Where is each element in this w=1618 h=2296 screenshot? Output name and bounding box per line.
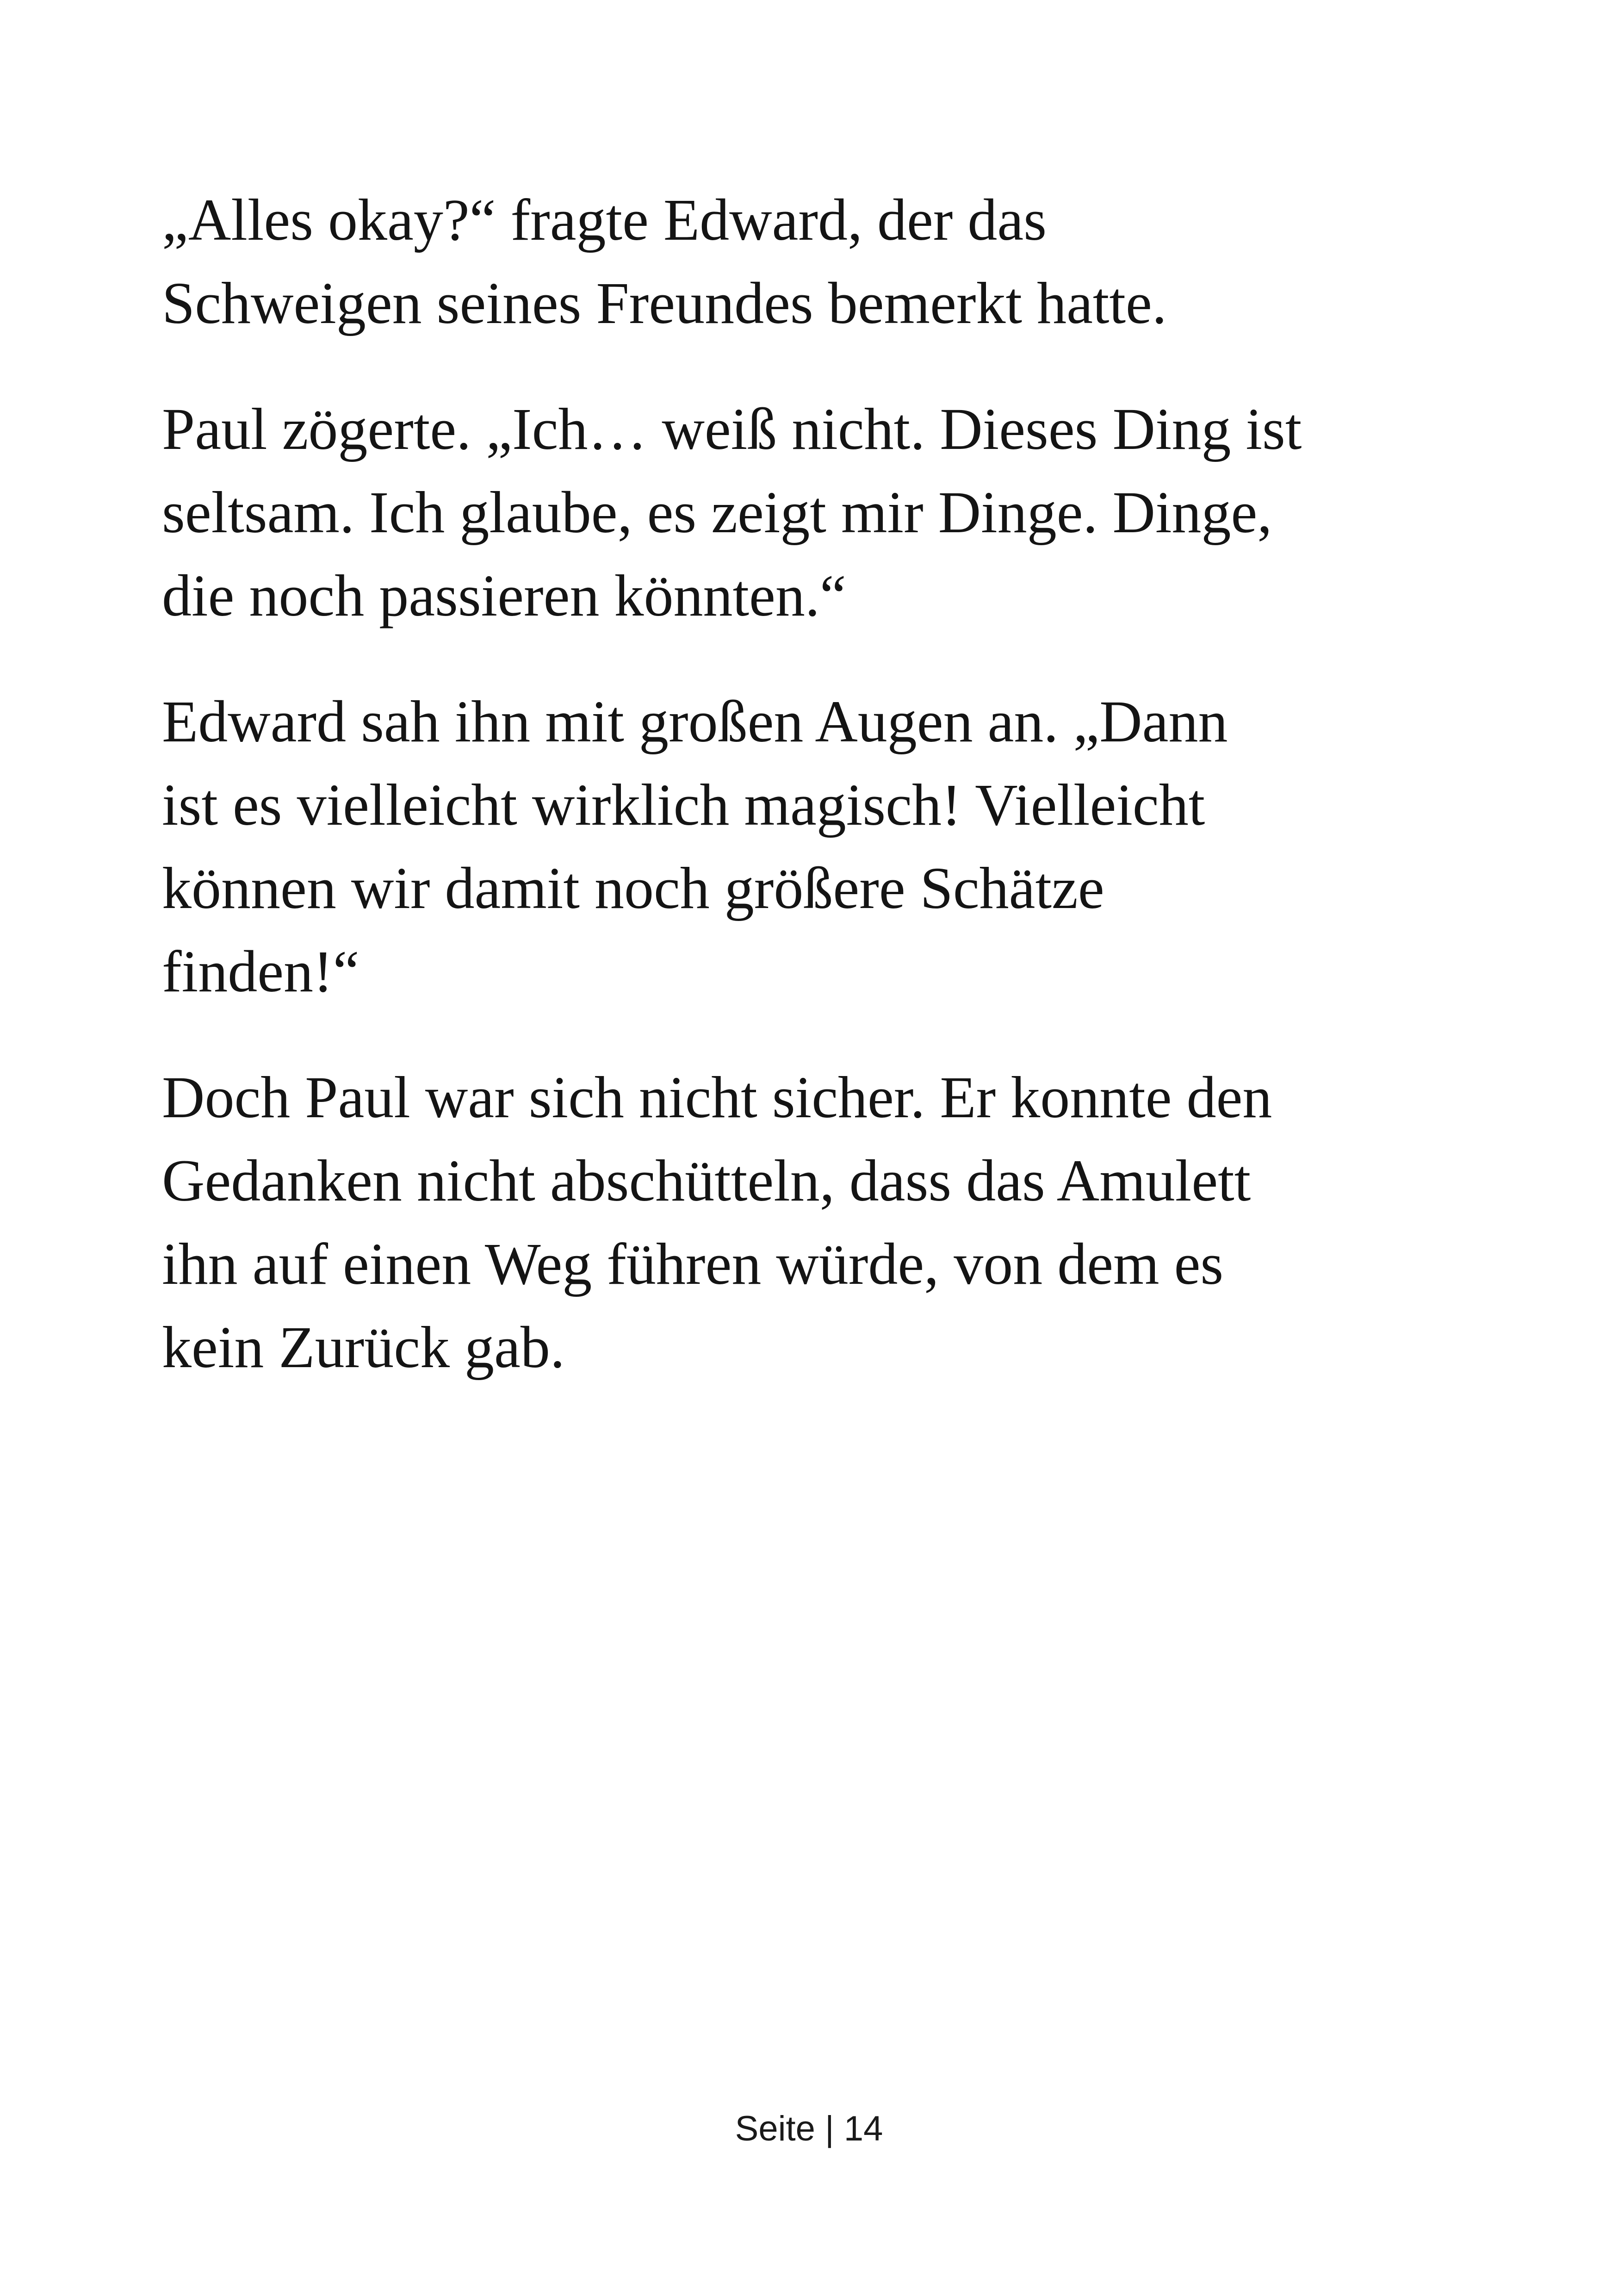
text-line: Paul zögerte. „Ich… weiß nicht. Dieses Ding ist [162, 396, 1302, 462]
text-line: finden!“ [162, 939, 360, 1004]
text-line: „Alles okay?“ fragte Edward, der das [162, 187, 1047, 253]
text-line: ist es vielleicht wirklich magisch! Vielleicht [162, 772, 1205, 838]
paragraph-2 [162, 387, 1467, 637]
text-line: kein Zurück gab. [162, 1314, 565, 1380]
paragraph-4 [162, 1056, 1467, 1389]
text-line: ihn auf einen Weg führen würde, von dem es [162, 1231, 1224, 1297]
text-line: Schweigen seines Freundes bemerkt hatte. [162, 270, 1167, 336]
paragraph-3 [162, 680, 1467, 1013]
text-line: seltsam. Ich glaube, es zeigt mir Dinge. Dinge, [162, 479, 1272, 545]
text-line: Doch Paul war sich nicht sicher. Er konnte den [162, 1064, 1272, 1130]
text-line: die noch passieren könnten.“ [162, 563, 846, 628]
text-line: Gedanken nicht abschütteln, dass das Amulett [162, 1148, 1251, 1213]
text-line: Edward sah ihn mit großen Augen an. „Dann [162, 689, 1228, 754]
text-line: können wir damit noch größere Schätze [162, 855, 1104, 921]
body-text [162, 178, 1467, 1431]
paragraph-1 [162, 178, 1467, 345]
page-number-footer: Seite | 14 [735, 2109, 883, 2148]
